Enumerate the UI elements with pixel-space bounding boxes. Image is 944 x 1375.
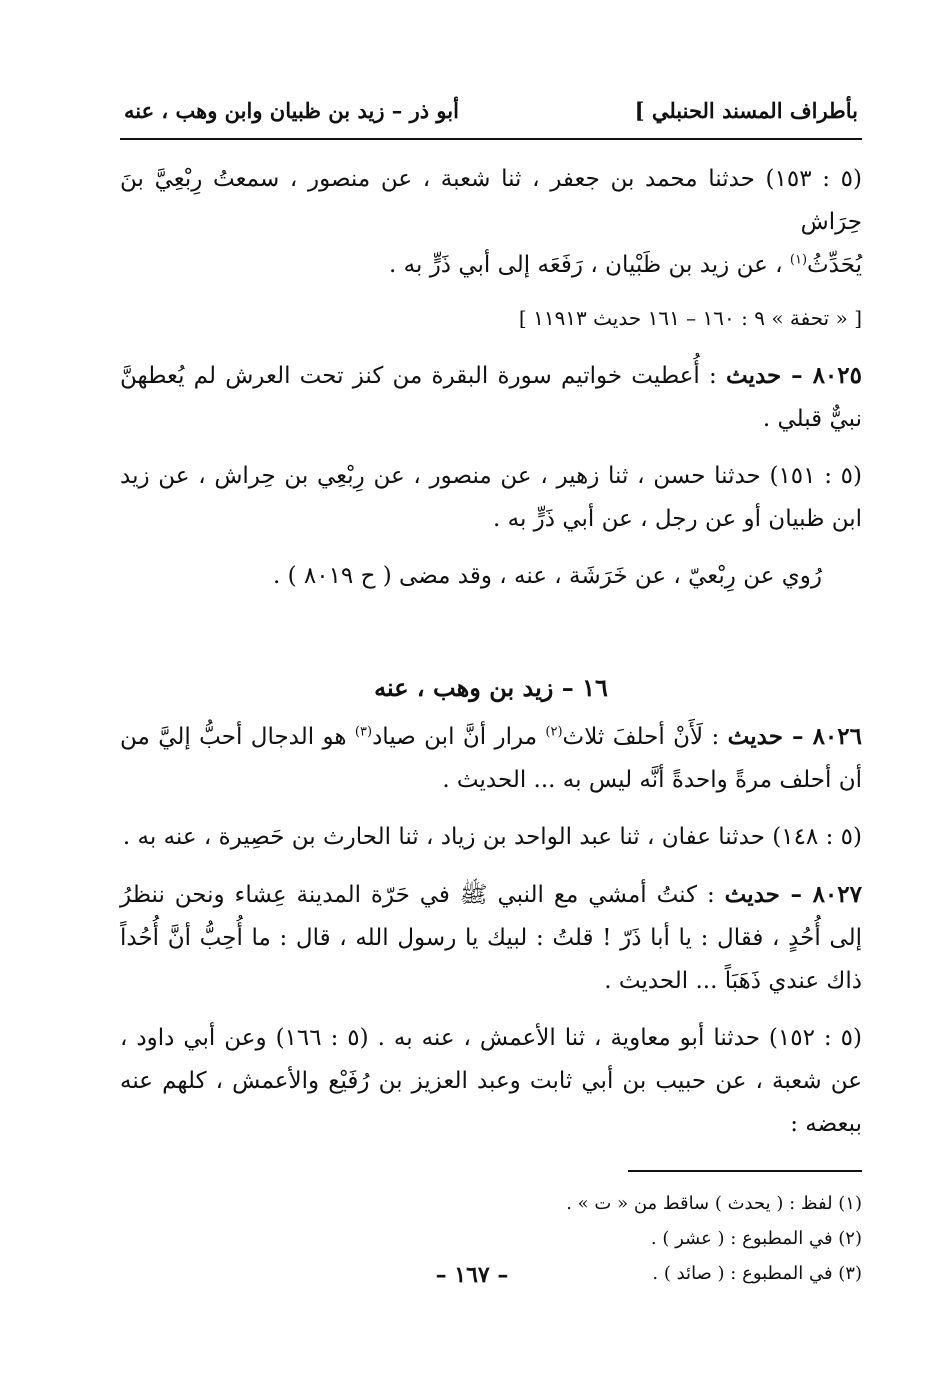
- hadith-number: ٨٠٢٦: [812, 723, 862, 750]
- hadith-text: : أُعطيت خواتيم سورة البقرة من كنز تحت العرش لم يُعطهنَّ نبيٌّ قبلي .: [120, 363, 862, 432]
- cross-reference: رُوي عن رِبْعيّ ، عن خَرَشَة ، عنه ، وقد مضى ( ح ٨٠١٩ ) .: [272, 563, 822, 589]
- footnote-marker[interactable]: (٢): [545, 724, 563, 740]
- isnad-paragraph: (٥ : ١٥١) حدثنا حسن ، ثنا زهير ، عن منصور ، عن رِبْعِي بن حِراش ، عن زيد ابن ظبيان أو عن رجل ، عن أبي ذَرٍّ به .: [120, 463, 863, 532]
- hadith-keyword: – حديث: [727, 723, 813, 750]
- header-chapter-title: أبو ذر – زيد بن ظبيان وابن وهب ، عنه: [124, 98, 459, 123]
- running-header: [120, 98, 862, 140]
- hadith-text: مرار أنَّ ابن صياد: [372, 724, 546, 750]
- header-book-title: بأطراف المسند الحنبلي ]: [634, 98, 858, 123]
- footnote-1: (١) لفظ : ( يحدث ) ساقط من « ت » .: [566, 1193, 862, 1214]
- footnote-marker[interactable]: (٣): [354, 724, 373, 740]
- isnad-line: (٥ : ١٥٣) حدثنا محمد بن جعفر ، ثنا شعبة ، عن منصور ، سمعتُ رِبْعِيَّ بنَ حِرَاش: [120, 166, 863, 235]
- footnote-3: (٣) في المطبوع : ( صائد ) .: [652, 1263, 862, 1284]
- isnad-paragraph: [120, 158, 862, 287]
- hadith-number: ٨٠٢٥: [812, 362, 862, 389]
- footnote-divider: [628, 1170, 862, 1172]
- footnote-2: (٢) في المطبوع : ( عشر ) .: [650, 1228, 862, 1249]
- hadith-text: : لَأَنْ أحلفَ ثلاث: [562, 724, 728, 750]
- hadith-text: : كنتُ أمشي مع النبي ﷺ في حَرّة المدينة عِشاء ونحن ننظرُ إلى أُحُدٍ ، فقال : يا أبا ذَرّ ! قلتُ : لبيك يا رسول الله ، قال : ما أُحِبُّ أنَّ أُحُداً ذاك عندي ذَهَبَاً ... الحديث .: [120, 882, 862, 994]
- section-heading: ١٦ – زيد بن وهب ، عنه: [374, 673, 608, 702]
- hadith-8026: [120, 715, 862, 802]
- hadith-keyword: – حديث: [724, 881, 813, 908]
- hadith-8025: [120, 354, 862, 441]
- tuhfa-reference: [ « تحفة » ٩ : ١٦٠ – ١٦١ حديث ١١٩١٣ ]: [518, 306, 862, 330]
- hadith-8027: [120, 873, 862, 1003]
- isnad-text: ، عن زيد بن ظَبْيان ، رَفَعَه إلى أبي ذَرٍّ به .: [389, 252, 790, 278]
- isnad-text: يُحَدِّثُ: [807, 252, 862, 278]
- hadith-text: هو الدجال أحبُّ إليَّ من أن أحلف مرةً واحدةً أنَّه ليس به ... الحديث .: [120, 724, 862, 793]
- hadith-number: ٨٠٢٧: [812, 881, 862, 908]
- page-number: – ١٦٧ –: [435, 1262, 509, 1288]
- main-text: [120, 158, 862, 1291]
- hadith-keyword: – حديث: [725, 362, 813, 389]
- footnote-marker[interactable]: (١): [789, 252, 808, 268]
- isnad-paragraph: (٥ : ١٥٢) حدثنا أبو معاوية ، ثنا الأعمش ، عنه به . (٥ : ١٦٦) وعن أبي داود ، عن شعبة ، عن حبيب بن أبي ثابت وعبد العزيز بن رُفَيْع والأعمش ، كلهم عنه ببعضه :: [120, 1025, 862, 1137]
- isnad-paragraph: (٥ : ١٤٨) حدثنا عفان ، ثنا عبد الواحد بن زياد ، ثنا الحارث بن حَصِيرة ، عنه به .: [122, 824, 862, 850]
